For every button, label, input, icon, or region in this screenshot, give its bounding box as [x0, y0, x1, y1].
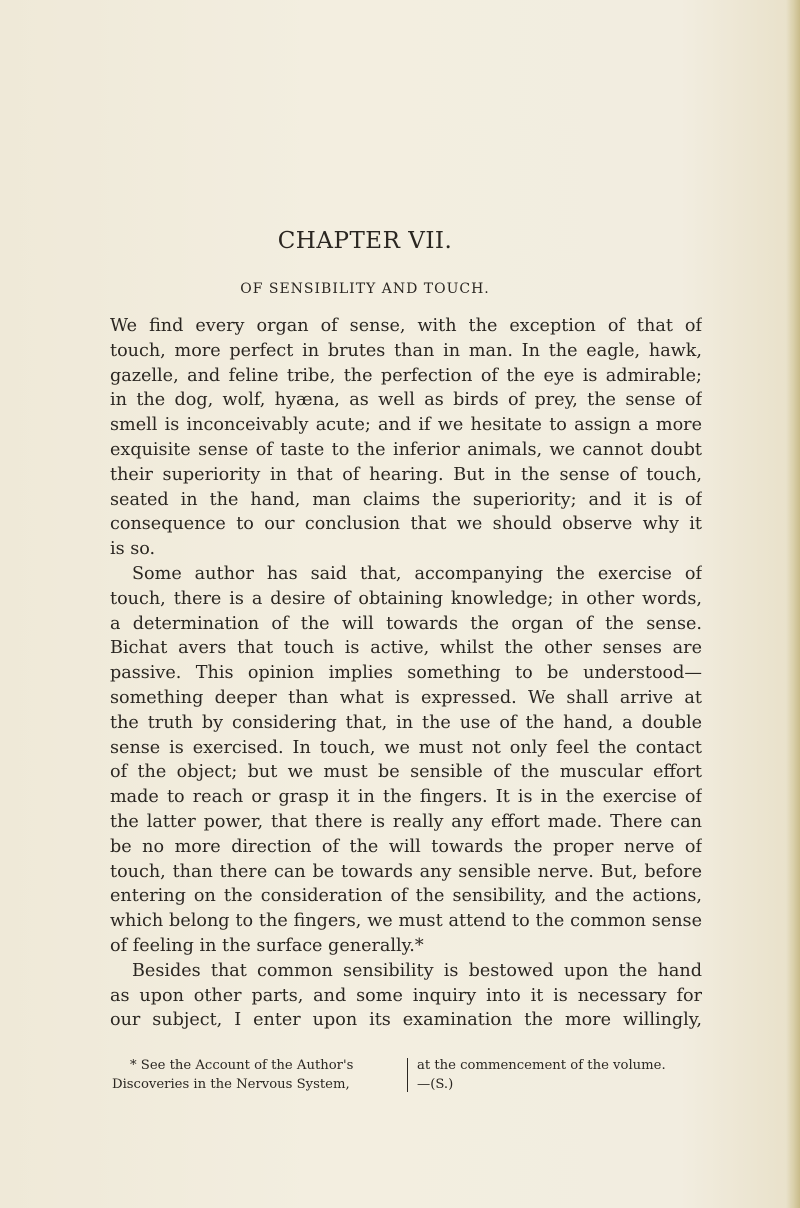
text-line: sense is exercised. In touch, we must not only feel the contact: [110, 737, 702, 758]
text-line: a determination of the will towards the organ of the sense.: [110, 613, 702, 634]
text-line: is so.: [110, 539, 156, 560]
footnote-right-column: [417, 1056, 702, 1094]
text-line: of feeling in the surface generally.*: [110, 935, 424, 956]
body-text: [110, 314, 702, 1033]
text-line: which belong to the fingers, we must attend to the common sense: [110, 911, 702, 932]
drop-word: We: [110, 316, 138, 336]
text-line: something deeper than what is expressed. We shall arrive at: [110, 687, 702, 708]
text-line: Besides that common sensibility is bestowed upon the hand: [132, 960, 702, 981]
text-line: made to reach or grasp it in the fingers. It is in the exercise of: [110, 787, 702, 808]
text-line: seated in the hand, man claims the superiority; and it is of: [110, 489, 702, 510]
footnote-line: —(S.): [417, 1077, 454, 1092]
text-line: exquisite sense of taste to the inferior animals, we cannot doubt: [110, 439, 702, 460]
footnote-left-column: [112, 1056, 402, 1094]
text-line: consequence to our conclusion that we should observe why it: [110, 514, 702, 535]
text-line: our subject, I enter upon its examination the more willingly,: [110, 1010, 702, 1031]
text-line: We find every organ of sense, with the exception of that of: [110, 316, 702, 336]
text-line: as upon other parts, and some inquiry into it is necessary for: [110, 985, 702, 1006]
text-line: Bichat avers that touch is active, whilst the other senses are: [110, 638, 702, 659]
text-line: touch, there is a desire of obtaining knowledge; in other words,: [110, 588, 702, 609]
text-line: in the dog, wolf, hyæna, as well as birds of prey, the sense of: [110, 390, 702, 411]
text-line: of the object; but we must be sensible of the muscular effort: [110, 762, 702, 783]
text-line: entering on the consideration of the sensibility, and the actions,: [110, 886, 702, 907]
text-line: their superiority in that of hearing. But in the sense of touch,: [110, 464, 702, 485]
text-line: the latter power, that there is really any effort made. There can: [110, 811, 702, 832]
text-line: be no more direction of the will towards the proper nerve of: [110, 836, 702, 857]
footnote-line: at the commencement of the volume.: [417, 1058, 666, 1073]
section-title: OF SENSIBILITY AND TOUCH.: [240, 281, 490, 297]
text-line: the truth by considering that, in the use of the hand, a double: [110, 712, 702, 733]
text-line: passive. This opinion implies something to be understood—: [110, 663, 702, 684]
footnote-divider: [407, 1058, 408, 1092]
text-line: Some author has said that, accompanying the exercise of: [132, 563, 702, 584]
text-line: touch, more perfect in brutes than in man. In the eagle, hawk,: [110, 340, 702, 361]
footnote-line: Discoveries in the Nervous System,: [112, 1077, 350, 1092]
text-line: touch, than there can be towards any sensible nerve. But, before: [110, 861, 702, 882]
chapter-title: CHAPTER VII.: [277, 228, 453, 254]
footnote-line: * See the Account of the Author's: [130, 1058, 354, 1073]
text-line: gazelle, and feline tribe, the perfection of the eye is admirable;: [110, 365, 702, 386]
text-line: smell is inconceivably acute; and if we hesitate to assign a more: [110, 415, 702, 436]
page-edge-shadow: [786, 0, 800, 1208]
